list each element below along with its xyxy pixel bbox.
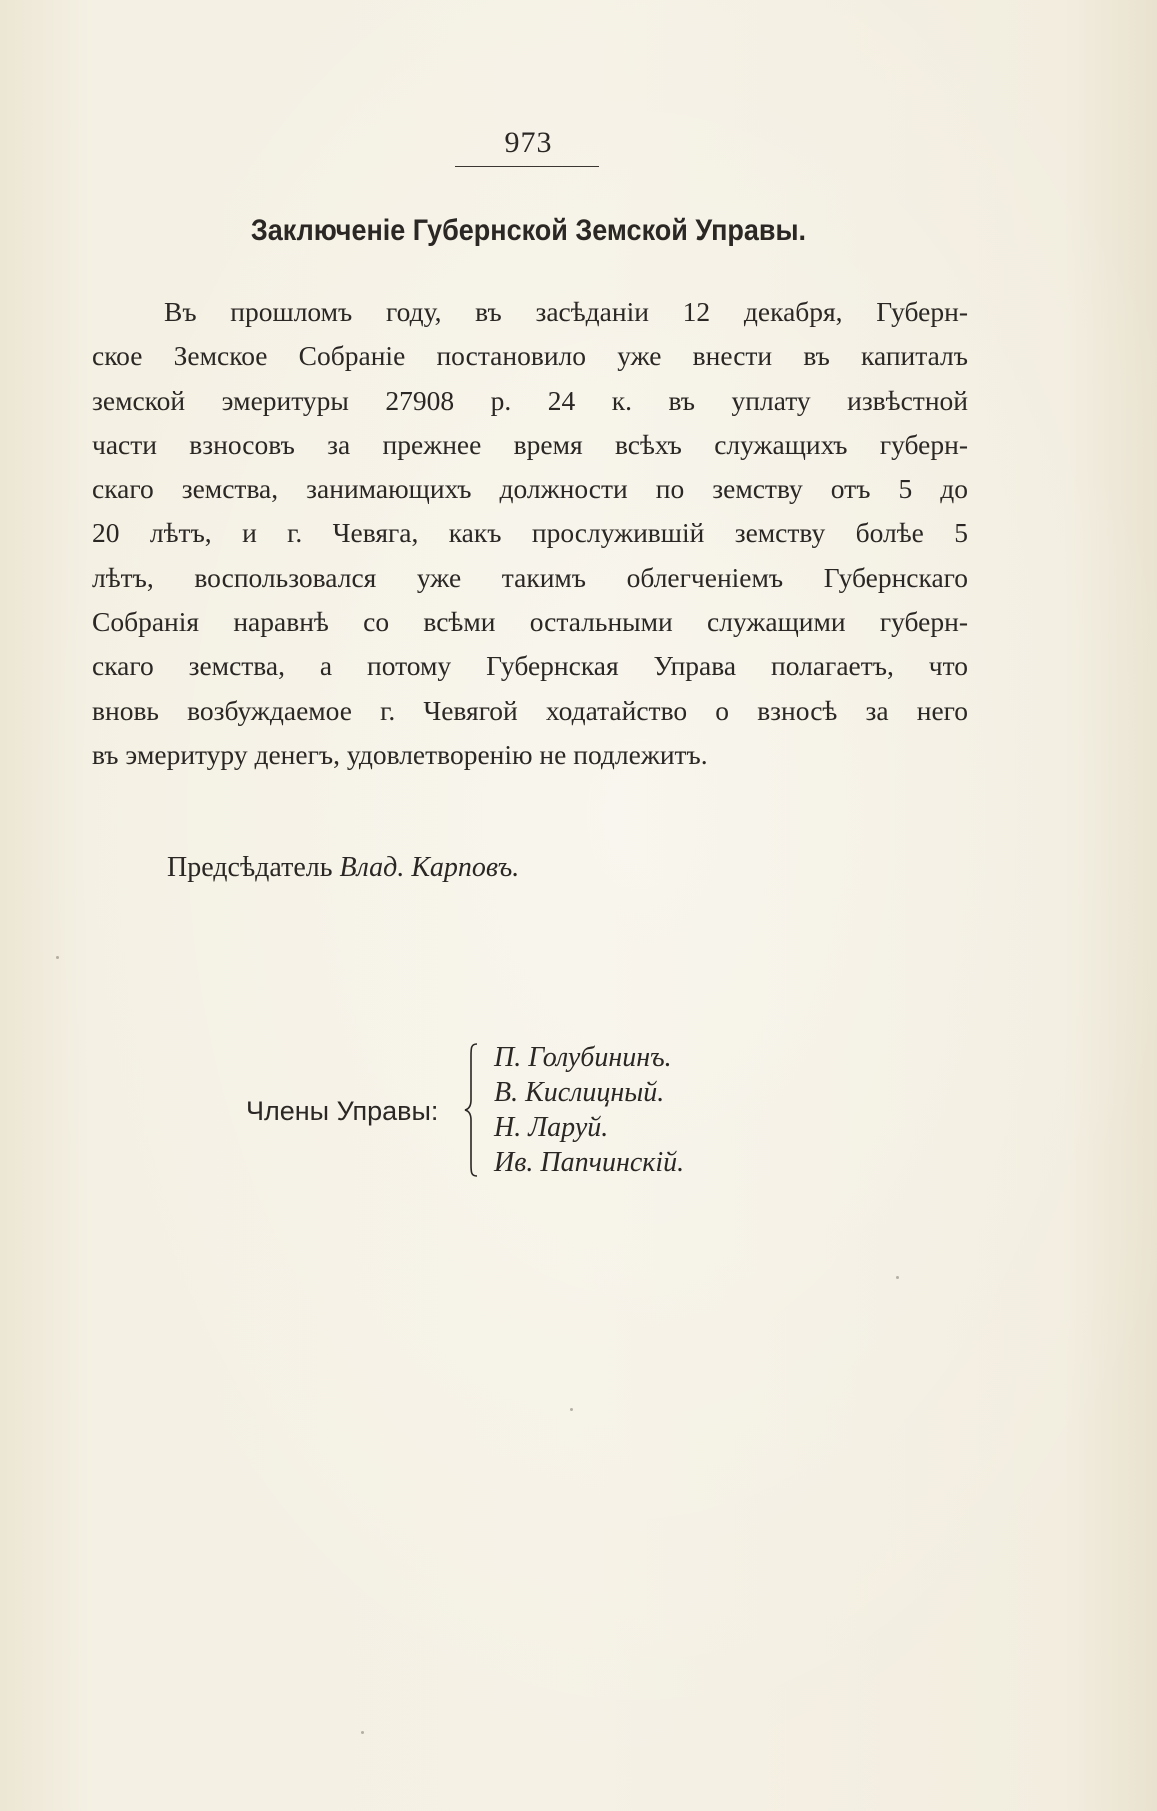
body-line: въ эмеритуру денегъ, удовлетворенiю не подлежитъ. <box>92 738 708 770</box>
members-list <box>494 1040 684 1180</box>
body-line: Собранiя наравнѣ со всѣми остальными служащими губерн- <box>92 606 968 638</box>
page-number: 973 <box>504 126 553 159</box>
body-line: 20 лѣтъ, и г. Чевяга, какъ прослужившiй земству болѣе 5 <box>92 517 968 549</box>
body-line: Въ прошломъ году, въ засѣданiи 12 декабря, Губерн- <box>164 296 968 327</box>
paper-speck <box>570 1408 573 1411</box>
member-name: Н. Ларуй. <box>494 1112 609 1143</box>
paper-speck <box>56 956 59 959</box>
body-line: земской эмеритуры 27908 р. 24 к. въ уплату извѣстной <box>92 384 968 416</box>
body-line: вновь возбуждаемое г. Чевягой ходатайство о взносѣ за него <box>92 694 968 726</box>
page-number-rule <box>455 166 599 167</box>
body-line: скаго земства, а потому Губернская Управа полагаетъ, что <box>92 650 968 682</box>
member-name: Ив. Папчинскiй. <box>494 1147 685 1178</box>
section-heading: Заключенiе Губернской Земской Управы. <box>250 214 807 247</box>
members-label: Члены Управы: <box>246 1096 439 1126</box>
paper-speck <box>361 1731 364 1734</box>
body-line: части взносовъ за прежнее время всѣхъ служащихъ губерн- <box>92 428 968 460</box>
body-line: скаго земства, занимающихъ должности по земству отъ 5 до <box>92 473 968 505</box>
body-line: лѣтъ, воспользовался уже такимъ облегченiемъ Губернскаго <box>92 561 968 593</box>
body-paragraph <box>92 290 968 777</box>
member-name: В. Кислицный. <box>494 1077 665 1108</box>
paper-speck <box>896 1276 899 1279</box>
chairman-signature <box>167 852 519 884</box>
body-line: ское Земское Собранiе постановило уже внести въ капиталъ <box>92 340 968 372</box>
member-name: П. Голубининъ. <box>494 1042 672 1073</box>
curly-brace <box>463 1042 483 1178</box>
chairman-name: Влад. Карповъ. <box>339 852 520 883</box>
chairman-title: Предсѣдатель <box>167 852 333 883</box>
